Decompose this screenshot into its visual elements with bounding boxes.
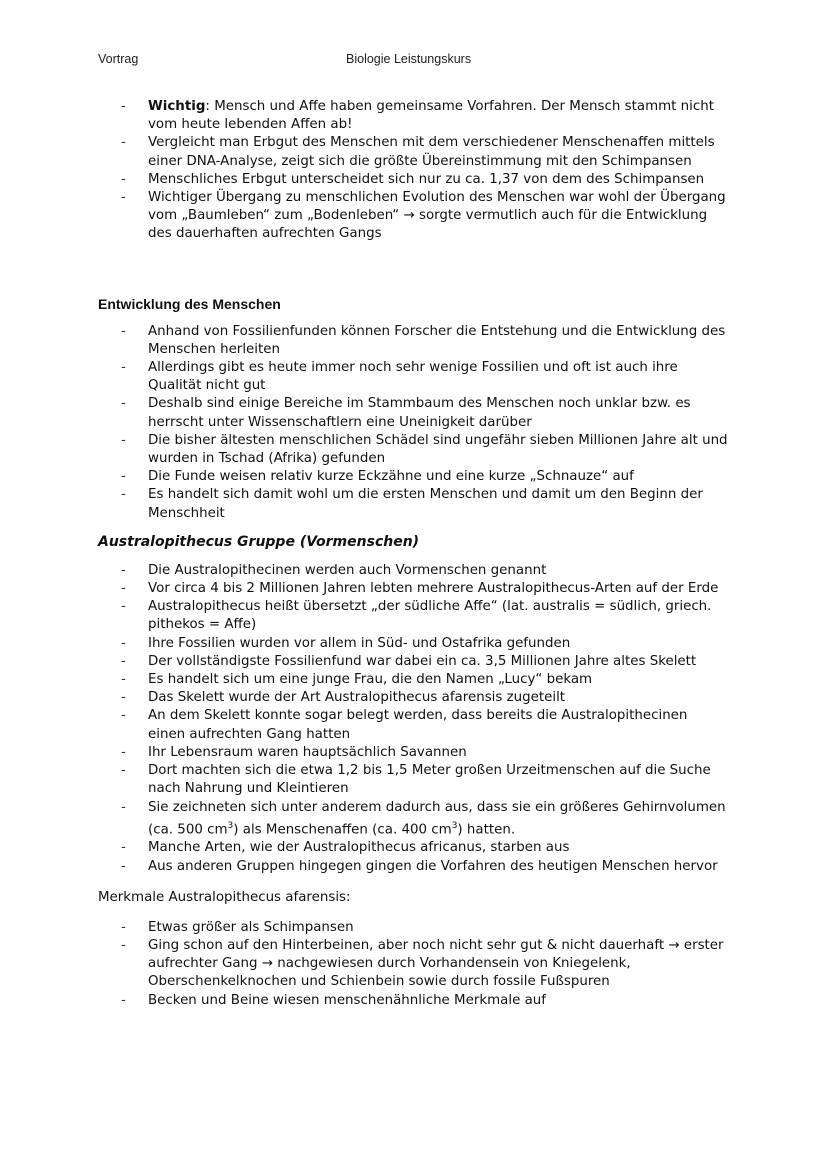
- list-item: [98, 98, 728, 134]
- list-item: - Wichtiger Übergang zu menschlichen Evolution des Menschen war wohl der Übergang vom „Baumleben“ zum „Bodenleben“ → sorgte vermutlich auch für die Entwicklung des dauerhaften aufrechten Gangs: [98, 189, 728, 244]
- brain-text-part: ) als Menschenaffen (ca. 400 cm: [233, 822, 452, 838]
- list-item: - Ihre Fossilien wurden vor allem in Süd- und Ostafrika gefunden: [98, 635, 728, 653]
- list-item: - Vor circa 4 bis 2 Millionen Jahren lebten mehrere Australopithecus-Arten auf der Erde: [98, 580, 728, 598]
- brain-text-part: Sie zeichneten sich unter anderem dadurch aus, dass sie ein größeres Gehirnvolumen (ca. 500 cm: [148, 799, 726, 838]
- list-item: - Vergleicht man Erbgut des Menschen mit dem verschiedener Menschenaffen mittels einer DNA-Analyse, zeigt sich die größte Übereinstimmung mit den Schimpansen: [98, 134, 728, 170]
- list-item: - An dem Skelett konnte sogar belegt werden, dass bereits die Australopithecinen einen aufrechten Gang hatten: [98, 707, 728, 743]
- list-item: - Aus anderen Gruppen hingegen gingen die Vorfahren des heutigen Menschen hervor: [98, 858, 728, 876]
- list-item: - Das Skelett wurde der Art Australopithecus afarensis zugeteilt: [98, 689, 728, 707]
- list-item: - Ging schon auf den Hinterbeinen, aber noch nicht sehr gut & nicht dauerhaft → erster aufrechter Gang → nachgewiesen durch Vorhandensein von Kniegelenk, Oberschenkelknochen und Schienbein sowie durch fossile Fußspuren: [98, 937, 728, 992]
- superscript: 3: [227, 820, 234, 831]
- list-item: [98, 799, 728, 840]
- merkmale-list: [98, 919, 728, 1010]
- important-label: Wichtig: [148, 99, 206, 114]
- list-item: - Manche Arten, wie der Australopithecus africanus, starben aus: [98, 839, 728, 857]
- list-item: - Dort machten sich die etwa 1,2 bis 1,5 Meter großen Urzeitmenschen auf die Suche nach Nahrung und Kleintieren: [98, 762, 728, 798]
- list-item: - Deshalb sind einige Bereiche im Stammbaum des Menschen noch unklar bzw. es herrscht unter Wissenschaftlern eine Uneinigkeit darüber: [98, 395, 728, 431]
- brain-text-part: ) hatten.: [457, 822, 516, 838]
- section-heading-australopithecus: Australopithecus Gruppe (Vormenschen): [98, 533, 420, 550]
- list-item: - Menschliches Erbgut unterscheidet sich nur zu ca. 1,37 von dem des Schimpansen: [98, 171, 728, 189]
- section-heading-merkmale: Merkmale Australopithecus afarensis:: [98, 889, 351, 905]
- list-item: - Die Funde weisen relativ kurze Eckzähne und eine kurze „Schnauze“ auf: [98, 468, 728, 486]
- list-item: - Becken und Beine wiesen menschenähnliche Merkmale auf: [98, 992, 728, 1010]
- list-item: - Der vollständigste Fossilienfund war dabei ein ca. 3,5 Millionen Jahre altes Skelett: [98, 653, 728, 671]
- list-item-text: : Mensch und Affe haben gemeinsame Vorfahren. Der Mensch stammt nicht vom heute lebenden Affen ab!: [148, 99, 714, 133]
- list-item: - Australopithecus heißt übersetzt „der südliche Affe“ (lat. australis = südlich, griech. pithekos = Affe): [98, 598, 728, 634]
- list-item: - Ihr Lebensraum waren hauptsächlich Savannen: [98, 744, 728, 762]
- list-item: - Es handelt sich damit wohl um die ersten Menschen und damit um den Beginn der Menschheit: [98, 486, 728, 522]
- document-body: [98, 98, 728, 1010]
- list-item: - Es handelt sich um eine junge Frau, die den Namen „Lucy“ bekam: [98, 671, 728, 689]
- list-item: - Die Australopithecinen werden auch Vormenschen genannt: [98, 562, 728, 580]
- superscript: 3: [451, 820, 458, 831]
- list-item: - Allerdings gibt es heute immer noch sehr wenige Fossilien und oft ist auch ihre Qualität nicht gut: [98, 359, 728, 395]
- entwicklung-list: [98, 323, 728, 523]
- section-heading-entwicklung: Entwicklung des Menschen: [98, 295, 281, 312]
- list-item: - Anhand von Fossilienfunden können Forscher die Entstehung und die Entwicklung des Menschen herleiten: [98, 323, 728, 359]
- list-item: - Etwas größer als Schimpansen: [98, 919, 728, 937]
- page-header: [98, 52, 728, 70]
- header-left: Vortrag: [98, 52, 139, 66]
- intro-list: [98, 98, 728, 244]
- list-item: - Die bisher ältesten menschlichen Schädel sind ungefähr sieben Millionen Jahre alt und wurden in Tschad (Afrika) gefunden: [98, 432, 728, 468]
- header-center: Biologie Leistungskurs: [346, 52, 472, 66]
- australopithecus-list: [98, 562, 728, 876]
